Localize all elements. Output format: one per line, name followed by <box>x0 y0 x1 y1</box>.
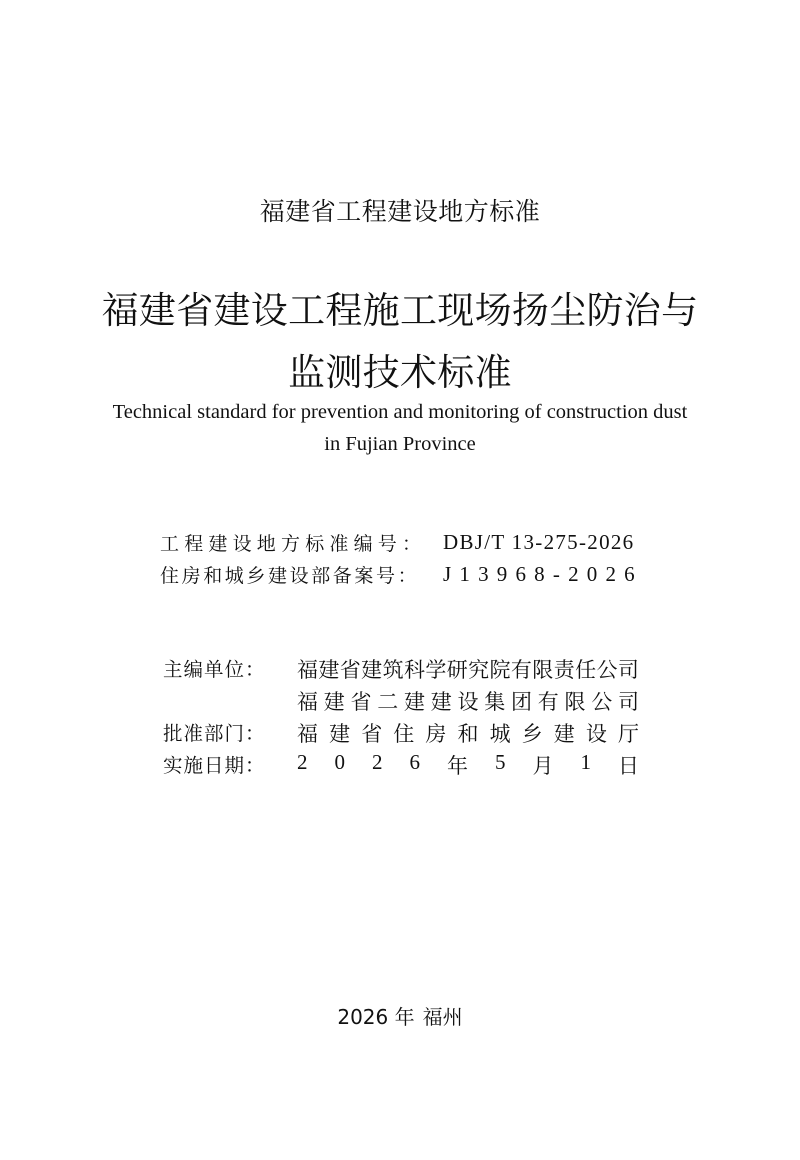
char: 0 <box>334 750 345 774</box>
char: 筑 <box>382 658 404 682</box>
char: 2 <box>297 750 308 774</box>
standard-category: 福建省工程建设地方标准 <box>259 197 541 226</box>
char: 住 <box>393 722 415 746</box>
title-en-line-1: Technical standard for prevention and monitoring of construction dust <box>112 401 688 423</box>
effective-date-value <box>297 750 639 780</box>
publication-footer <box>0 1001 800 1030</box>
char: 2 <box>372 750 383 774</box>
char: 月 <box>532 754 554 778</box>
char: 厅 <box>617 722 639 746</box>
char: 集 <box>484 690 506 714</box>
char: 建 <box>430 690 452 714</box>
char: 科 <box>403 658 425 682</box>
char: 6 <box>409 750 420 774</box>
effective-date-label: 实施日期： <box>163 756 266 777</box>
char: 司 <box>617 658 639 682</box>
char: 福 <box>297 690 318 714</box>
char: 建 <box>329 722 351 746</box>
char: 城 <box>489 722 511 746</box>
char: 院 <box>489 658 511 682</box>
char: 福 <box>297 722 318 746</box>
char: 日 <box>618 754 639 778</box>
char: 究 <box>468 658 490 682</box>
char: 和 <box>457 722 479 746</box>
char: 福 <box>297 658 318 682</box>
chief-editor-org-2 <box>297 686 639 716</box>
char: 学 <box>425 658 447 682</box>
char: 建 <box>553 722 575 746</box>
char: 省 <box>361 722 383 746</box>
chief-editor-org-1 <box>297 654 639 684</box>
char: 设 <box>585 722 607 746</box>
char: 有 <box>510 658 532 682</box>
char: 房 <box>425 722 447 746</box>
filing-number-value: J13968-2026 <box>443 562 643 586</box>
char: 省 <box>339 658 361 682</box>
standard-number-label: 工程建设地方标准编号： <box>160 534 427 555</box>
char: 建 <box>323 690 345 714</box>
char: 乡 <box>521 722 543 746</box>
char: 团 <box>511 690 532 714</box>
char: 建 <box>361 658 383 682</box>
char: 建 <box>318 658 340 682</box>
title-cn-line-1: 福建省建设工程施工现场扬尘防治与 <box>101 289 699 332</box>
char: 责 <box>553 658 575 682</box>
char: 研 <box>446 658 468 682</box>
title-en-line-2: in Fujian Province <box>324 433 476 455</box>
char: 任 <box>575 658 597 682</box>
char: 有 <box>537 690 559 714</box>
filing-number-label: 住房和城乡建设部备案号： <box>160 566 420 587</box>
char: 司 <box>618 690 639 714</box>
char: 年 <box>447 754 468 778</box>
approval-dept-value <box>297 718 639 748</box>
char: 限 <box>532 658 554 682</box>
approval-dept-label: 批准部门： <box>163 724 266 745</box>
char: 5 <box>495 750 506 774</box>
char: 限 <box>564 690 586 714</box>
publication-city: 福州 <box>422 1005 463 1029</box>
char: 省 <box>350 690 372 714</box>
char: 公 <box>591 690 613 714</box>
char: 设 <box>457 690 479 714</box>
char: 二 <box>377 690 399 714</box>
title-cn-line-2: 监测技术标准 <box>288 351 512 394</box>
char: 建 <box>404 690 425 714</box>
publication-year: 2026 年 <box>337 1005 415 1029</box>
chief-editor-label: 主编单位： <box>163 660 266 681</box>
char: 公 <box>596 658 618 682</box>
standard-number-value: DBJ/T 13-275-2026 <box>443 530 635 554</box>
char: 1 <box>580 750 591 774</box>
